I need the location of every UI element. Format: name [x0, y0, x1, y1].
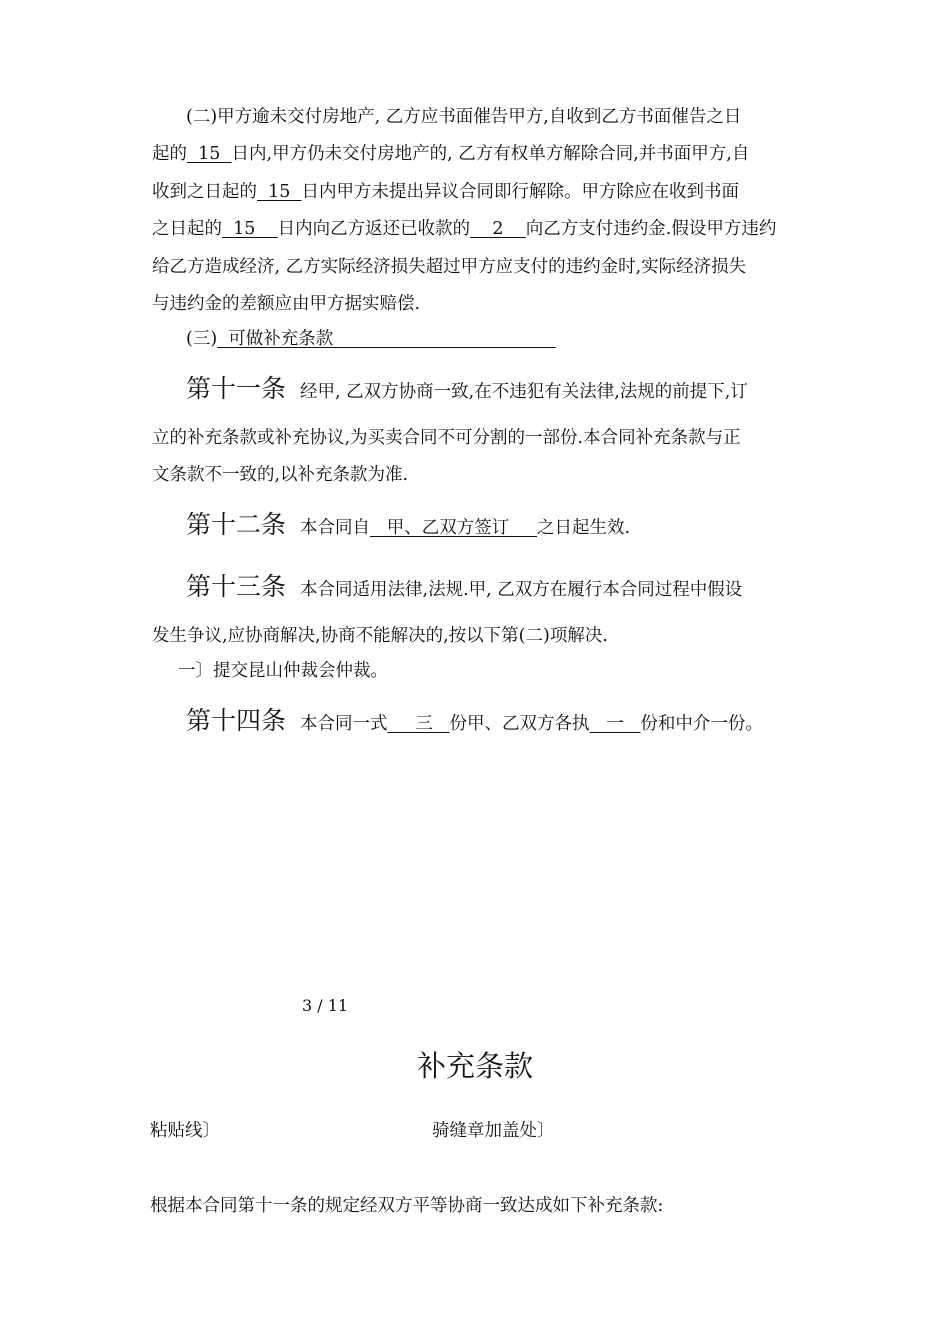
clause10-item2-line5: 给乙方造成经济, 乙方实际经济损失超过甲方应支付的违约金时,实际经济损失	[152, 257, 747, 277]
page-number: 3 / 11	[302, 996, 349, 1015]
article11-line2: 立的补充条款或补充协议,为买卖合同不可分割的一部份.本合同补充条款与正	[152, 428, 741, 448]
supplement-intro: 根据本合同第十一条的规定经双方平等协商一致达成如下补充条款:	[150, 1196, 664, 1216]
blank-days: 15	[222, 219, 278, 239]
clause10-item2-line2: 起的 15 日内,甲方仍未交付房地产的, 乙方有权单方解除合同,并书面甲方,自	[152, 144, 750, 164]
blank-multiple: 2	[470, 219, 526, 239]
article11-line3: 文条款不一致的,以补充条款为准.	[152, 465, 409, 485]
clause10-item3: (三) 可做补充条款	[186, 329, 556, 349]
article12-line: 第十二条 本合同自 甲、乙双方签订 之日起生效.	[186, 510, 631, 539]
supplement-blank: 可做补充条款	[217, 329, 556, 349]
clause10-item2-line6: 与违约金的差额应由甲方据实赔偿.	[152, 294, 421, 314]
article14-line: 第十四条 本合同一式 三 份甲、乙双方各执 一 份和中介一份。	[186, 706, 763, 735]
copies-blank: 三	[387, 714, 450, 734]
effective-condition-blank: 甲、乙双方签订	[370, 518, 538, 538]
article13-option1: 一〕提交昆山仲裁会仲裁。	[178, 661, 388, 681]
article-title: 第十一条	[186, 374, 287, 403]
paste-line-label: 粘贴线〕	[150, 1121, 220, 1141]
article11-line1: 第十一条 经甲, 乙双方协商一致,在不违犯有关法律,法规的前提下,订	[186, 374, 748, 403]
clause10-item2-line4: 之日起的 15 日内向乙方返还已收款的 2 向乙方支付违约金.假设甲方违约	[152, 219, 777, 239]
article13-line1: 第十三条 本合同适用法律,法规.甲, 乙双方在履行本合同过程中假设	[186, 572, 743, 601]
article-title: 第十二条	[186, 510, 287, 539]
clause10-item2-line3: 收到之日起的 15 日内甲方未提出异议合同即行解除。甲方除应在收到书面	[152, 182, 740, 202]
seal-note-label: 骑缝章加盖处〕	[432, 1121, 555, 1141]
clause10-item2-line1: (二)甲方逾未交付房地产, 乙方应书面催告甲方,自收到乙方书面催告之日	[186, 107, 742, 127]
article13-line2: 发生争议,应协商解决,协商不能解决的,按以下第(二)项解决.	[152, 626, 608, 646]
copies-each-blank: 一	[589, 714, 641, 734]
article-title: 第十三条	[186, 572, 287, 601]
blank-days: 15	[187, 144, 232, 164]
blank-days: 15	[257, 182, 302, 202]
supplement-title: 补充条款	[416, 1049, 533, 1083]
article-title: 第十四条	[186, 706, 287, 735]
